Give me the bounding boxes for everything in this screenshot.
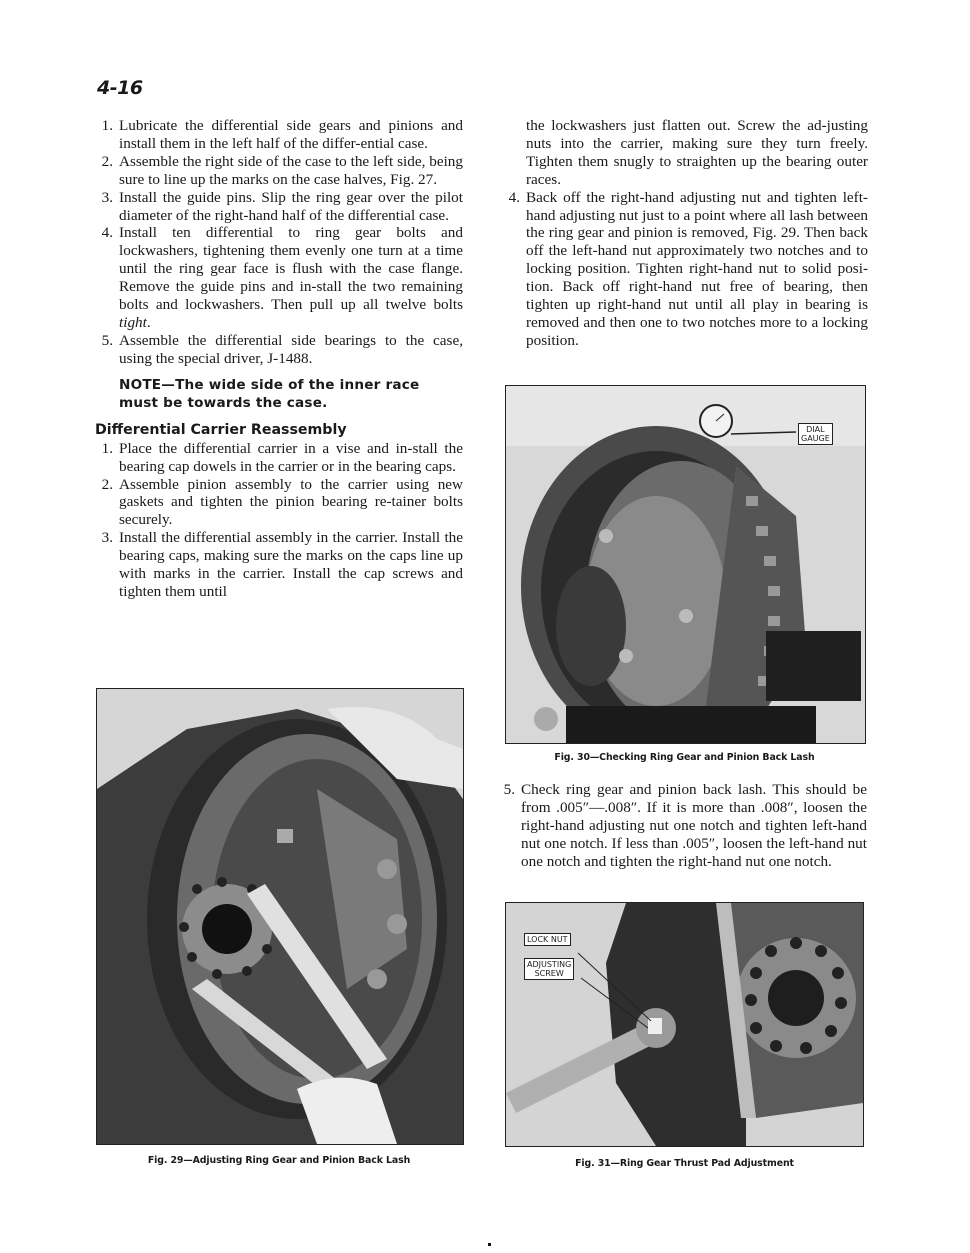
list-item xyxy=(95,476,463,530)
assembly-steps-list xyxy=(95,117,463,368)
list-item xyxy=(95,332,463,368)
callout-line: ADJUSTING xyxy=(527,960,572,969)
item-number: 2. xyxy=(101,475,113,493)
ring-gear-adjustment-illustration xyxy=(97,689,463,1144)
list-item xyxy=(497,781,867,871)
list-item xyxy=(95,117,463,153)
item-number: 3. xyxy=(101,529,113,547)
item-text: Assemble pinion assembly to the carrier using new gaskets and tighten the pinion bearing re-tainer bolts securely. xyxy=(119,475,463,529)
item-text: Assemble the differential side bearings to the case, using the special driver, J-1488. xyxy=(119,331,463,367)
item-text-end: . xyxy=(146,313,151,331)
item-text: Lubricate the differential side gears and pinions and install them in the left half of the differ-ential case. xyxy=(119,117,463,152)
item-number: 2. xyxy=(101,152,113,170)
list-item xyxy=(95,529,463,601)
item-number: 3. xyxy=(101,188,113,206)
lock-nut-callout: LOCK NUT xyxy=(524,933,571,946)
figure-29-caption: Fig. 29—Adjusting Ring Gear and Pinion Back Lash xyxy=(147,1155,411,1166)
item-number: 4. xyxy=(101,224,113,242)
list-item xyxy=(502,189,868,350)
item-text: Install ten differential to ring gear bolts and lockwashers, tightening them evenly one turn at a time until the ring gear face is flush with the case flange. Remove the guide pins and in-stall the two remaining bolts and lockwashers. Then pull up all twelve bolts xyxy=(119,224,463,314)
left-column xyxy=(95,117,463,601)
continued-text: the lockwashers just flatten out. Screw the ad-justing nuts into the carrier, making sure they turn freely. Tighten them snugly to straighten up the bearing outer races. xyxy=(526,117,868,188)
figure-31-caption: Fig. 31—Ring Gear Thrust Pad Adjustment xyxy=(575,1158,794,1169)
list-item xyxy=(95,189,463,225)
note-text: NOTE—The wide side of the inner race must be towards the case. xyxy=(119,376,420,411)
figure-30-photo xyxy=(505,385,866,744)
page-number: 4-16 xyxy=(97,77,143,99)
item-number: 1. xyxy=(101,439,113,457)
item-number: 5. xyxy=(101,331,113,349)
item-text: Back off the right-hand adjusting nut and tighten left-hand adjusting nut just to a point where all lash between the ring gear and pinion is removed, Fig. 29. Then back off the left-hand nut approximately two notches and to locking position. Tighten right-hand nut to solid posi-tion. Back off right-hand nut free of bearing, then tighten up right-hand nut until all play in bearing is removed and then one to two notches more to a locking position. xyxy=(526,188,868,349)
adjusting-screw-callout xyxy=(524,958,574,980)
item-text: Place the differential carrier in a vise and in-stall the bearing cap dowels in the carrier or in the bearing caps. xyxy=(119,439,463,475)
list-item xyxy=(95,153,463,189)
item-text: Install the differential assembly in the carrier. Install the bearing caps, making sure the marks on the caps line up with marks in the carrier. Install the cap screws and tighten them until xyxy=(119,529,463,600)
callout-line: GAUGE xyxy=(801,434,830,443)
callout-line: DIAL xyxy=(806,425,825,434)
figure-29-photo xyxy=(96,688,464,1145)
item-number: 5. xyxy=(503,781,515,798)
list-item xyxy=(95,224,463,331)
carrier-steps-list xyxy=(95,440,463,601)
dial-gauge-callout xyxy=(798,423,833,445)
item-number: 4. xyxy=(508,188,520,206)
figure-30-caption: Fig. 30—Checking Ring Gear and Pinion Back Lash xyxy=(554,752,815,763)
section-heading: Differential Carrier Reassembly xyxy=(95,421,347,438)
right-column-bottom xyxy=(497,781,867,871)
item-text: Install the guide pins. Slip the ring gear over the pilot diameter of the right-hand half of the differential case. xyxy=(119,188,463,224)
item-emphasis: tight xyxy=(119,313,147,331)
item-text: Assemble the right side of the case to the left side, being sure to line up the marks on the case halves, Fig. 27. xyxy=(119,152,463,188)
item-text: Check ring gear and pinion back lash. This should be from .005″—.008″. If it is more than .008″, loosen the right-hand adjusting nut one notch and tighten left-hand nut one notch. If less than .005″, loosen the left-hand nut one notch and tighten the right-hand nut one notch. xyxy=(521,781,867,870)
callout-line: SCREW xyxy=(534,969,564,978)
page-mark xyxy=(488,1243,491,1246)
right-column-top xyxy=(502,117,868,350)
figure-31-photo xyxy=(505,902,864,1147)
list-item xyxy=(95,440,463,476)
item-number: 1. xyxy=(101,117,113,134)
